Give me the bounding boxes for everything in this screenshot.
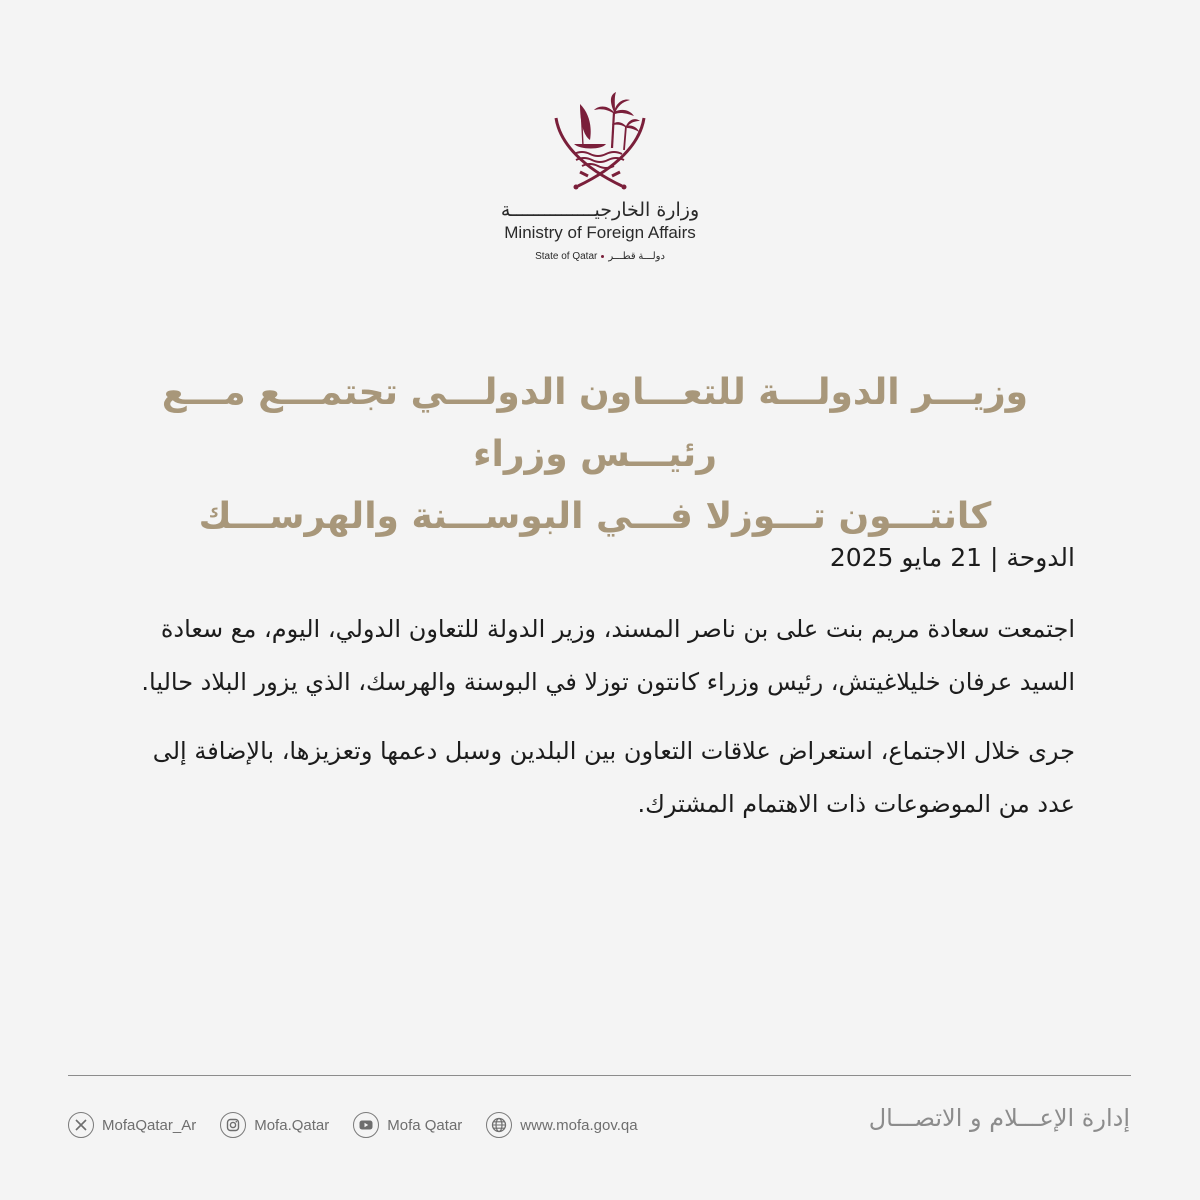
youtube-icon: [353, 1112, 379, 1138]
footer-divider: [68, 1075, 1131, 1076]
social-instagram[interactable]: [220, 1112, 329, 1138]
social-youtube-label: Mofa Qatar: [387, 1116, 463, 1134]
article-body: [110, 535, 1075, 847]
paragraph-2: جرى خلال الاجتماع، استعراض علاقات التعاون بين البلدين وسبل دعمها وتعزيزها، بالإضافة إلى عدد من الموضوعات ذات الاهتمام المشترك.: [152, 737, 1075, 818]
social-x-label: MofaQatar_Ar: [102, 1116, 197, 1134]
footer-department: إدارة الإعـــلام و الاتصـــال: [868, 1104, 1130, 1132]
instagram-icon: [220, 1112, 246, 1138]
globe-icon: [486, 1112, 512, 1138]
article-headline: [110, 362, 1080, 548]
state-line: [400, 251, 800, 262]
social-links: [68, 1108, 662, 1142]
headline-line-1: وزيـــر الدولـــة للتعـــاون الدولـــي تجتمـــع مـــع رئيـــس وزراء: [161, 372, 1029, 475]
ministry-name-arabic: وزارة الخارجيـــــــــــــــة: [500, 199, 700, 221]
ministry-name-english: Ministry of Foreign Affairs: [504, 223, 696, 242]
paragraph-1: اجتمعت سعادة مريم بنت على بن ناصر المسند، وزير الدولة للتعاون الدولي، اليوم، مع سعادة السيد عرفان خليلاغيتش، رئيس وزراء كانتون توزلا في البوسنة والهرسك، الذي يزور البلاد حاليا.: [141, 615, 1075, 696]
social-youtube[interactable]: [353, 1112, 462, 1138]
separator-dot: [601, 255, 604, 258]
state-name-arabic: دولـــة قطـــر: [608, 251, 665, 262]
social-website[interactable]: [486, 1112, 637, 1138]
headline-line-2: كانتـــون تـــوزلا فـــي البوســـنة والهرســـك: [198, 496, 992, 537]
social-instagram-label: Mofa.Qatar: [254, 1116, 330, 1134]
social-x[interactable]: [68, 1112, 196, 1138]
dateline: الدوحة | 21 مايو 2025: [829, 543, 1075, 572]
x-icon: [68, 1112, 94, 1138]
qatar-emblem-icon: [550, 88, 650, 193]
social-website-label: www.mofa.gov.qa: [520, 1116, 638, 1134]
ministry-logo: [400, 88, 800, 262]
state-name-english: State of Qatar: [535, 251, 598, 262]
